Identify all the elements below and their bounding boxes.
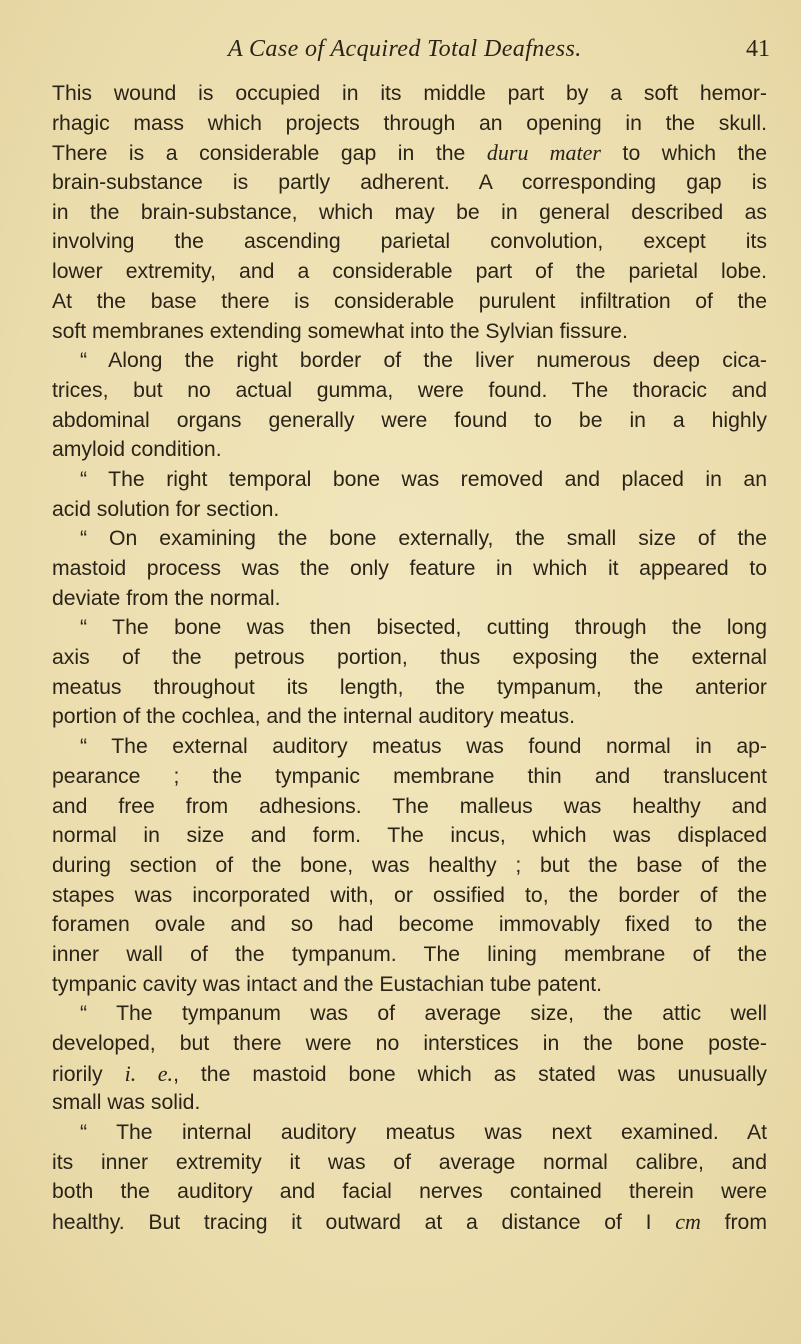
- text-line: [52, 673, 767, 703]
- text-segment: “ The external auditory meatus was found normal in ap-: [80, 735, 767, 759]
- text-segment: lower extremity, and a considerable part of the parietal lobe.: [52, 260, 767, 284]
- text-line: [52, 138, 767, 168]
- text-segment: amyloid condition.: [52, 438, 222, 462]
- text-segment: developed, but there were no interstices in the bone poste-: [52, 1032, 767, 1055]
- text-line: [52, 257, 767, 287]
- text-line: [52, 168, 767, 198]
- text-line: [52, 910, 767, 940]
- text-segment: portion of the cochlea, and the internal auditory meatus.: [52, 705, 575, 729]
- text-segment: “ The tympanum was of average size, the attic well: [80, 1002, 767, 1026]
- text-segment: , the mastoid bone which as stated was unusually: [173, 1062, 767, 1086]
- text-segment: “ The right temporal bone was removed and placed in an: [80, 467, 767, 491]
- text-segment: both the auditory and facial nerves contained therein were: [52, 1180, 767, 1204]
- text-segment: “ On examining the bone externally, the small size of the: [80, 527, 767, 551]
- text-line: [52, 702, 767, 732]
- text-segment: meatus throughout its length, the tympanum, the anterior: [52, 675, 767, 699]
- text-line: [52, 732, 767, 762]
- running-head: [80, 36, 770, 66]
- text-segment: and free from adhesions. The malleus was healthy and: [52, 794, 767, 818]
- text-segment: stapes was incorporated with, or ossified to, the border of the: [52, 883, 767, 907]
- text-line: [52, 762, 767, 792]
- text-segment: abdominal organs generally were found to be in a highly: [52, 408, 767, 432]
- text-segment: healthy. But tracing it outward at a distance of: [52, 1211, 646, 1235]
- text-segment: At the base there is considerable purulent infiltration of the: [52, 289, 767, 313]
- text-line: [52, 1177, 767, 1207]
- text-segment: acid solution for section.: [52, 497, 280, 521]
- text-segment: brain-substance is partly adherent. A corresponding gap is: [52, 171, 767, 195]
- text-line: [52, 465, 767, 495]
- text-line: [52, 584, 767, 614]
- text-segment: trices, but no actual gumma, were found. The thoracic and: [52, 378, 767, 402]
- text-segment: I: [645, 1211, 652, 1235]
- text-segment: small was solid.: [52, 1091, 201, 1115]
- text-segment: rhagic mass which projects through an opening in the skull.: [52, 111, 767, 135]
- text-line: [52, 1207, 767, 1237]
- text-segment: mastoid process was the only feature in which it appeared to: [52, 557, 767, 580]
- text-line: [52, 613, 767, 643]
- text-segment: pearance ; the tympanic membrane thin and translucent: [52, 764, 767, 788]
- text-segment: deviate from the normal.: [52, 586, 281, 610]
- text-line: [52, 435, 767, 465]
- text-segment: soft membranes extending somewhat into the Sylvian fissure.: [52, 319, 628, 343]
- text-line: [52, 881, 767, 911]
- text-line: [52, 1059, 767, 1089]
- text-line: [52, 1148, 767, 1178]
- text-line: [52, 524, 767, 554]
- text-segment: “ The internal auditory meatus was next examined. At: [80, 1121, 767, 1145]
- italic-text: i. e.: [124, 1060, 174, 1086]
- text-segment: in the brain-substance, which may be in general described as: [52, 200, 767, 224]
- text-segment: during section of the bone, was healthy ; but the base of the: [52, 853, 767, 877]
- text-segment: tympanic cavity was intact and the Eustachian tube patent.: [52, 972, 603, 996]
- text-line: [52, 317, 767, 347]
- text-line: [52, 851, 767, 881]
- text-line: [52, 227, 767, 257]
- text-segment: involving the ascending parietal convolution, except its: [52, 230, 767, 254]
- text-line: [52, 1088, 767, 1118]
- text-segment: “ The bone was then bisected, cutting through the long: [80, 616, 767, 640]
- text-line: [52, 1118, 767, 1148]
- text-line: [52, 970, 767, 1000]
- text-line: [52, 109, 767, 139]
- italic-text: cm: [675, 1209, 701, 1235]
- text-line: [52, 79, 767, 109]
- text-segment: normal in size and form. The incus, which was displaced: [52, 824, 767, 848]
- text-line: [52, 1029, 767, 1059]
- text-line: [52, 287, 767, 317]
- text-line: [52, 376, 767, 406]
- text-line: [52, 821, 767, 851]
- text-segment: to which the: [600, 142, 767, 166]
- text-segment: inner wall of the tympanum. The lining membrane of the: [52, 942, 767, 966]
- text-segment: This wound is occupied in its middle part by a soft hemor-: [52, 82, 767, 105]
- text-line: [52, 643, 767, 673]
- text-segment: “ Along the right border of the liver numerous deep cica-: [80, 349, 767, 373]
- body-text: [52, 79, 767, 1237]
- text-line: [52, 495, 767, 525]
- text-line: [52, 198, 767, 228]
- running-head-title: A Case of Acquired Total Deafness.: [228, 36, 582, 62]
- text-segment: riorily: [52, 1062, 125, 1086]
- text-line: [52, 554, 767, 584]
- text-line: [52, 406, 767, 436]
- text-segment: from: [700, 1211, 767, 1235]
- text-line: [52, 999, 767, 1029]
- text-line: [52, 346, 767, 376]
- text-segment: axis of the petrous portion, thus exposing the external: [52, 646, 767, 670]
- text-segment: [652, 1211, 676, 1234]
- text-segment: its inner extremity it was of average normal calibre, and: [52, 1150, 767, 1174]
- page-number: 41: [746, 36, 770, 62]
- italic-text: duru mater: [486, 140, 601, 166]
- text-line: [52, 940, 767, 970]
- text-segment: There is a considerable gap in the: [52, 142, 487, 166]
- text-line: [52, 792, 767, 822]
- text-segment: foramen ovale and so had become immovably fixed to the: [52, 913, 767, 937]
